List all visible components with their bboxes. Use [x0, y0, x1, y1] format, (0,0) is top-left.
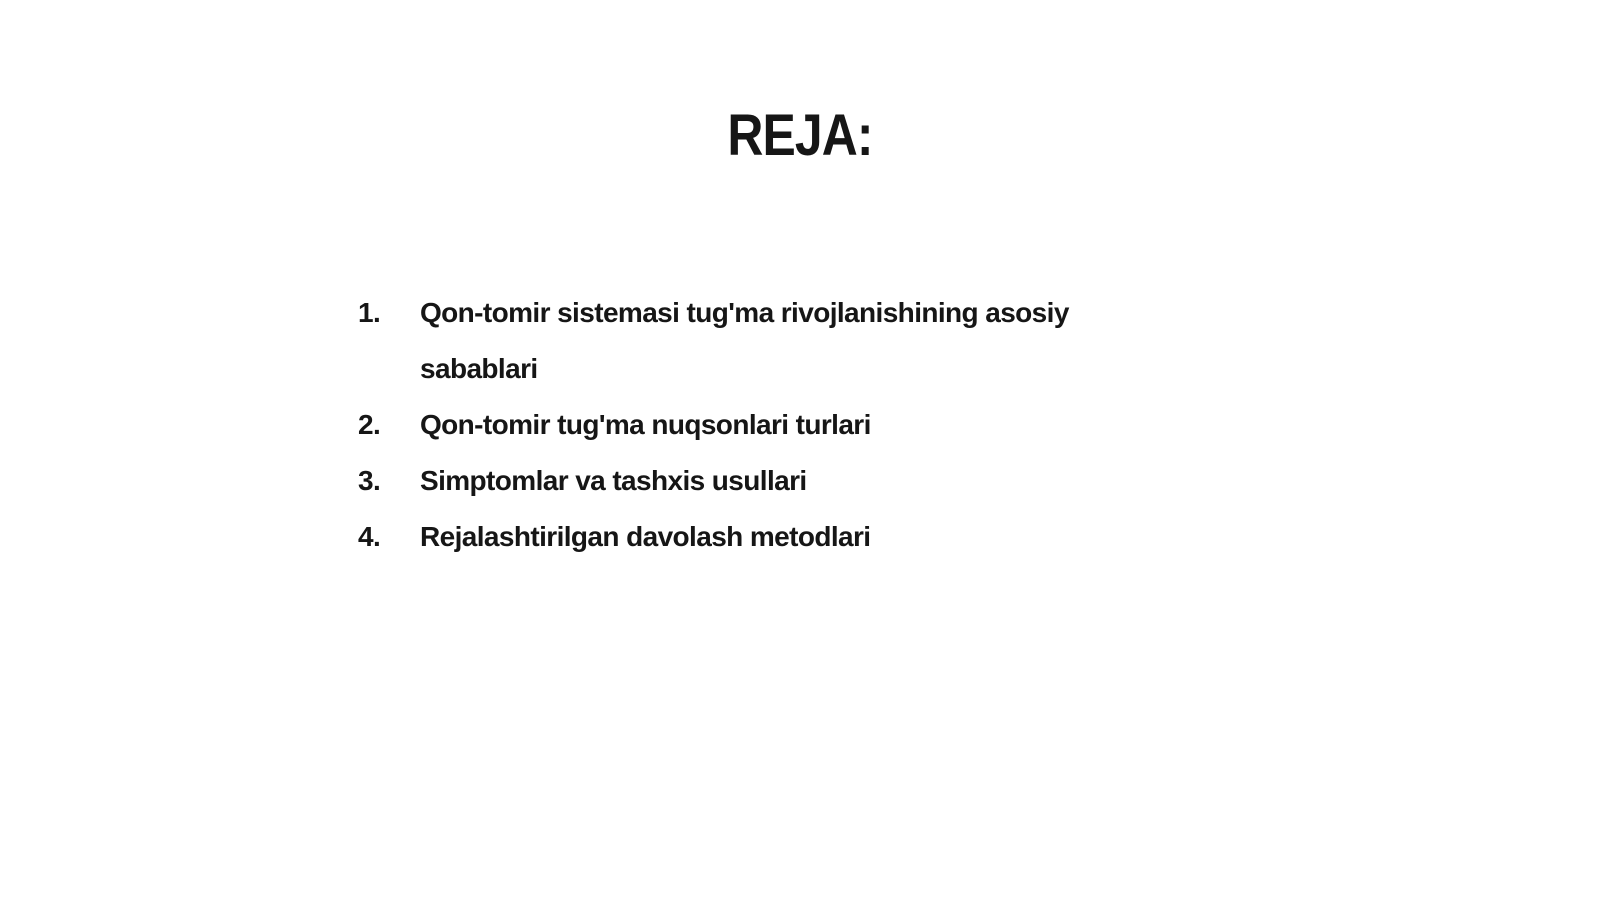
plan-item-text: Qon-tomir sistemasi tug'ma rivojlanishining asosiy sabablari	[420, 297, 1069, 384]
plan-item-number: 2.	[358, 409, 381, 440]
plan-item-number: 1.	[358, 297, 381, 328]
plan-item-2	[358, 397, 1078, 453]
plan-item-text: Simptomlar va tashxis usullari	[420, 465, 807, 496]
plan-item-number: 3.	[358, 465, 381, 496]
plan-item-number: 4.	[358, 521, 381, 552]
plan-item-text: Rejalashtirilgan davolash metodlari	[420, 521, 871, 552]
plan-item-text: Qon-tomir tug'ma nuqsonlari turlari	[420, 409, 871, 440]
slide-title: REJA:	[727, 103, 873, 168]
plan-item-3	[358, 453, 1078, 509]
plan-item-4	[358, 509, 1078, 565]
plan-item-1	[358, 285, 1078, 397]
plan-list	[358, 285, 1078, 565]
